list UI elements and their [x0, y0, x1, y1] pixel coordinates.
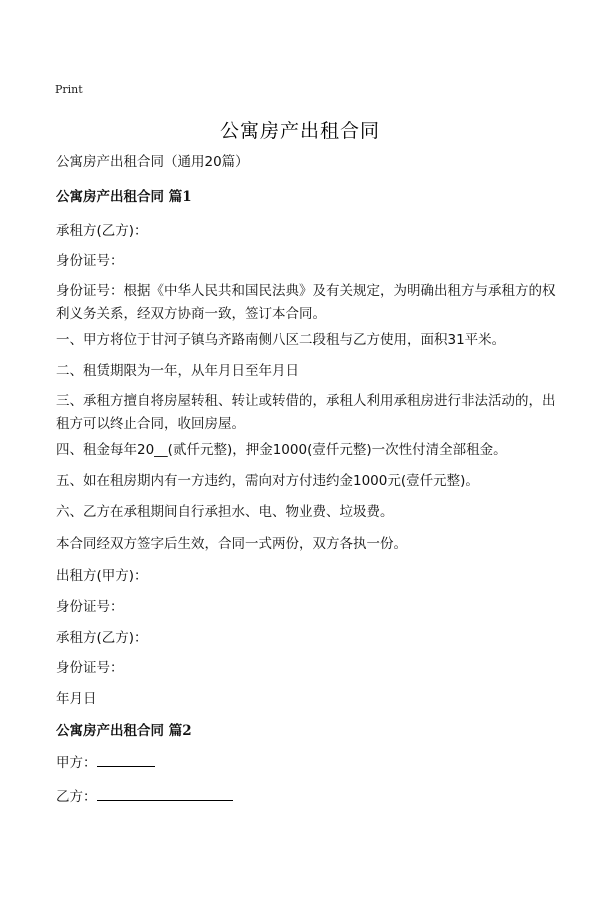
- page-title: 公寓房产出租合同: [219, 120, 380, 142]
- lessee-signature-label: 承租方(乙方)：: [56, 630, 148, 646]
- party-a-blank: [97, 752, 155, 767]
- party-a-label: 甲方：: [56, 755, 97, 771]
- section-heading-2: 公寓房产出租合同 篇2: [56, 723, 192, 739]
- clause-2: 二、租赁期限为一年，从年月日至年月日: [56, 363, 299, 379]
- lessor-signature-label: 出租方(甲方)：: [56, 568, 148, 584]
- party-b-label: 乙方：: [56, 789, 97, 805]
- date-label: 年月日: [56, 691, 97, 707]
- section-heading-1: 公寓房产出租合同 篇1: [56, 189, 192, 205]
- effective-clause: 本合同经双方签字后生效，合同一式两份，双方各执一份。: [56, 536, 407, 552]
- party-a-row: [56, 752, 556, 774]
- print-label: Print: [55, 83, 83, 96]
- clause-4: 四、租金每年20__(贰仟元整)，押金1000(壹仟元整)一次性付清全部租金。: [56, 442, 507, 458]
- lessee-id-label: 身份证号：: [56, 660, 124, 676]
- contract-preamble: 身份证号：根据《中华人民共和国民法典》及有关规定，为明确出租方与承租方的权利义务关系，经双方协商一致，签订本合同。: [56, 283, 556, 322]
- clause-5: 五、如在租房期内有一方违约，需向对方付违约金1000元(壹仟元整)。: [56, 473, 479, 489]
- lessee-label: 承租方(乙方)：: [56, 223, 148, 239]
- lessor-id-label: 身份证号：: [56, 599, 124, 615]
- party-b-blank: [97, 786, 233, 801]
- clause-1: 一、甲方将位于甘河子镇乌齐路南侧八区二段租与乙方使用，面积31平米。: [56, 332, 506, 348]
- party-b-row: [56, 786, 556, 808]
- clause-6: 六、乙方在承租期间自行承担水、电、物业费、垃圾费。: [56, 504, 394, 520]
- document-subtitle: 公寓房产出租合同（通用20篇）: [56, 154, 249, 170]
- clause-3: 三、承租方擅自将房屋转租、转让或转借的，承租人利用承租房进行非法活动的，出租方可以终止合同，收回房屋。: [56, 393, 556, 432]
- id-number-label: 身份证号：: [56, 253, 124, 269]
